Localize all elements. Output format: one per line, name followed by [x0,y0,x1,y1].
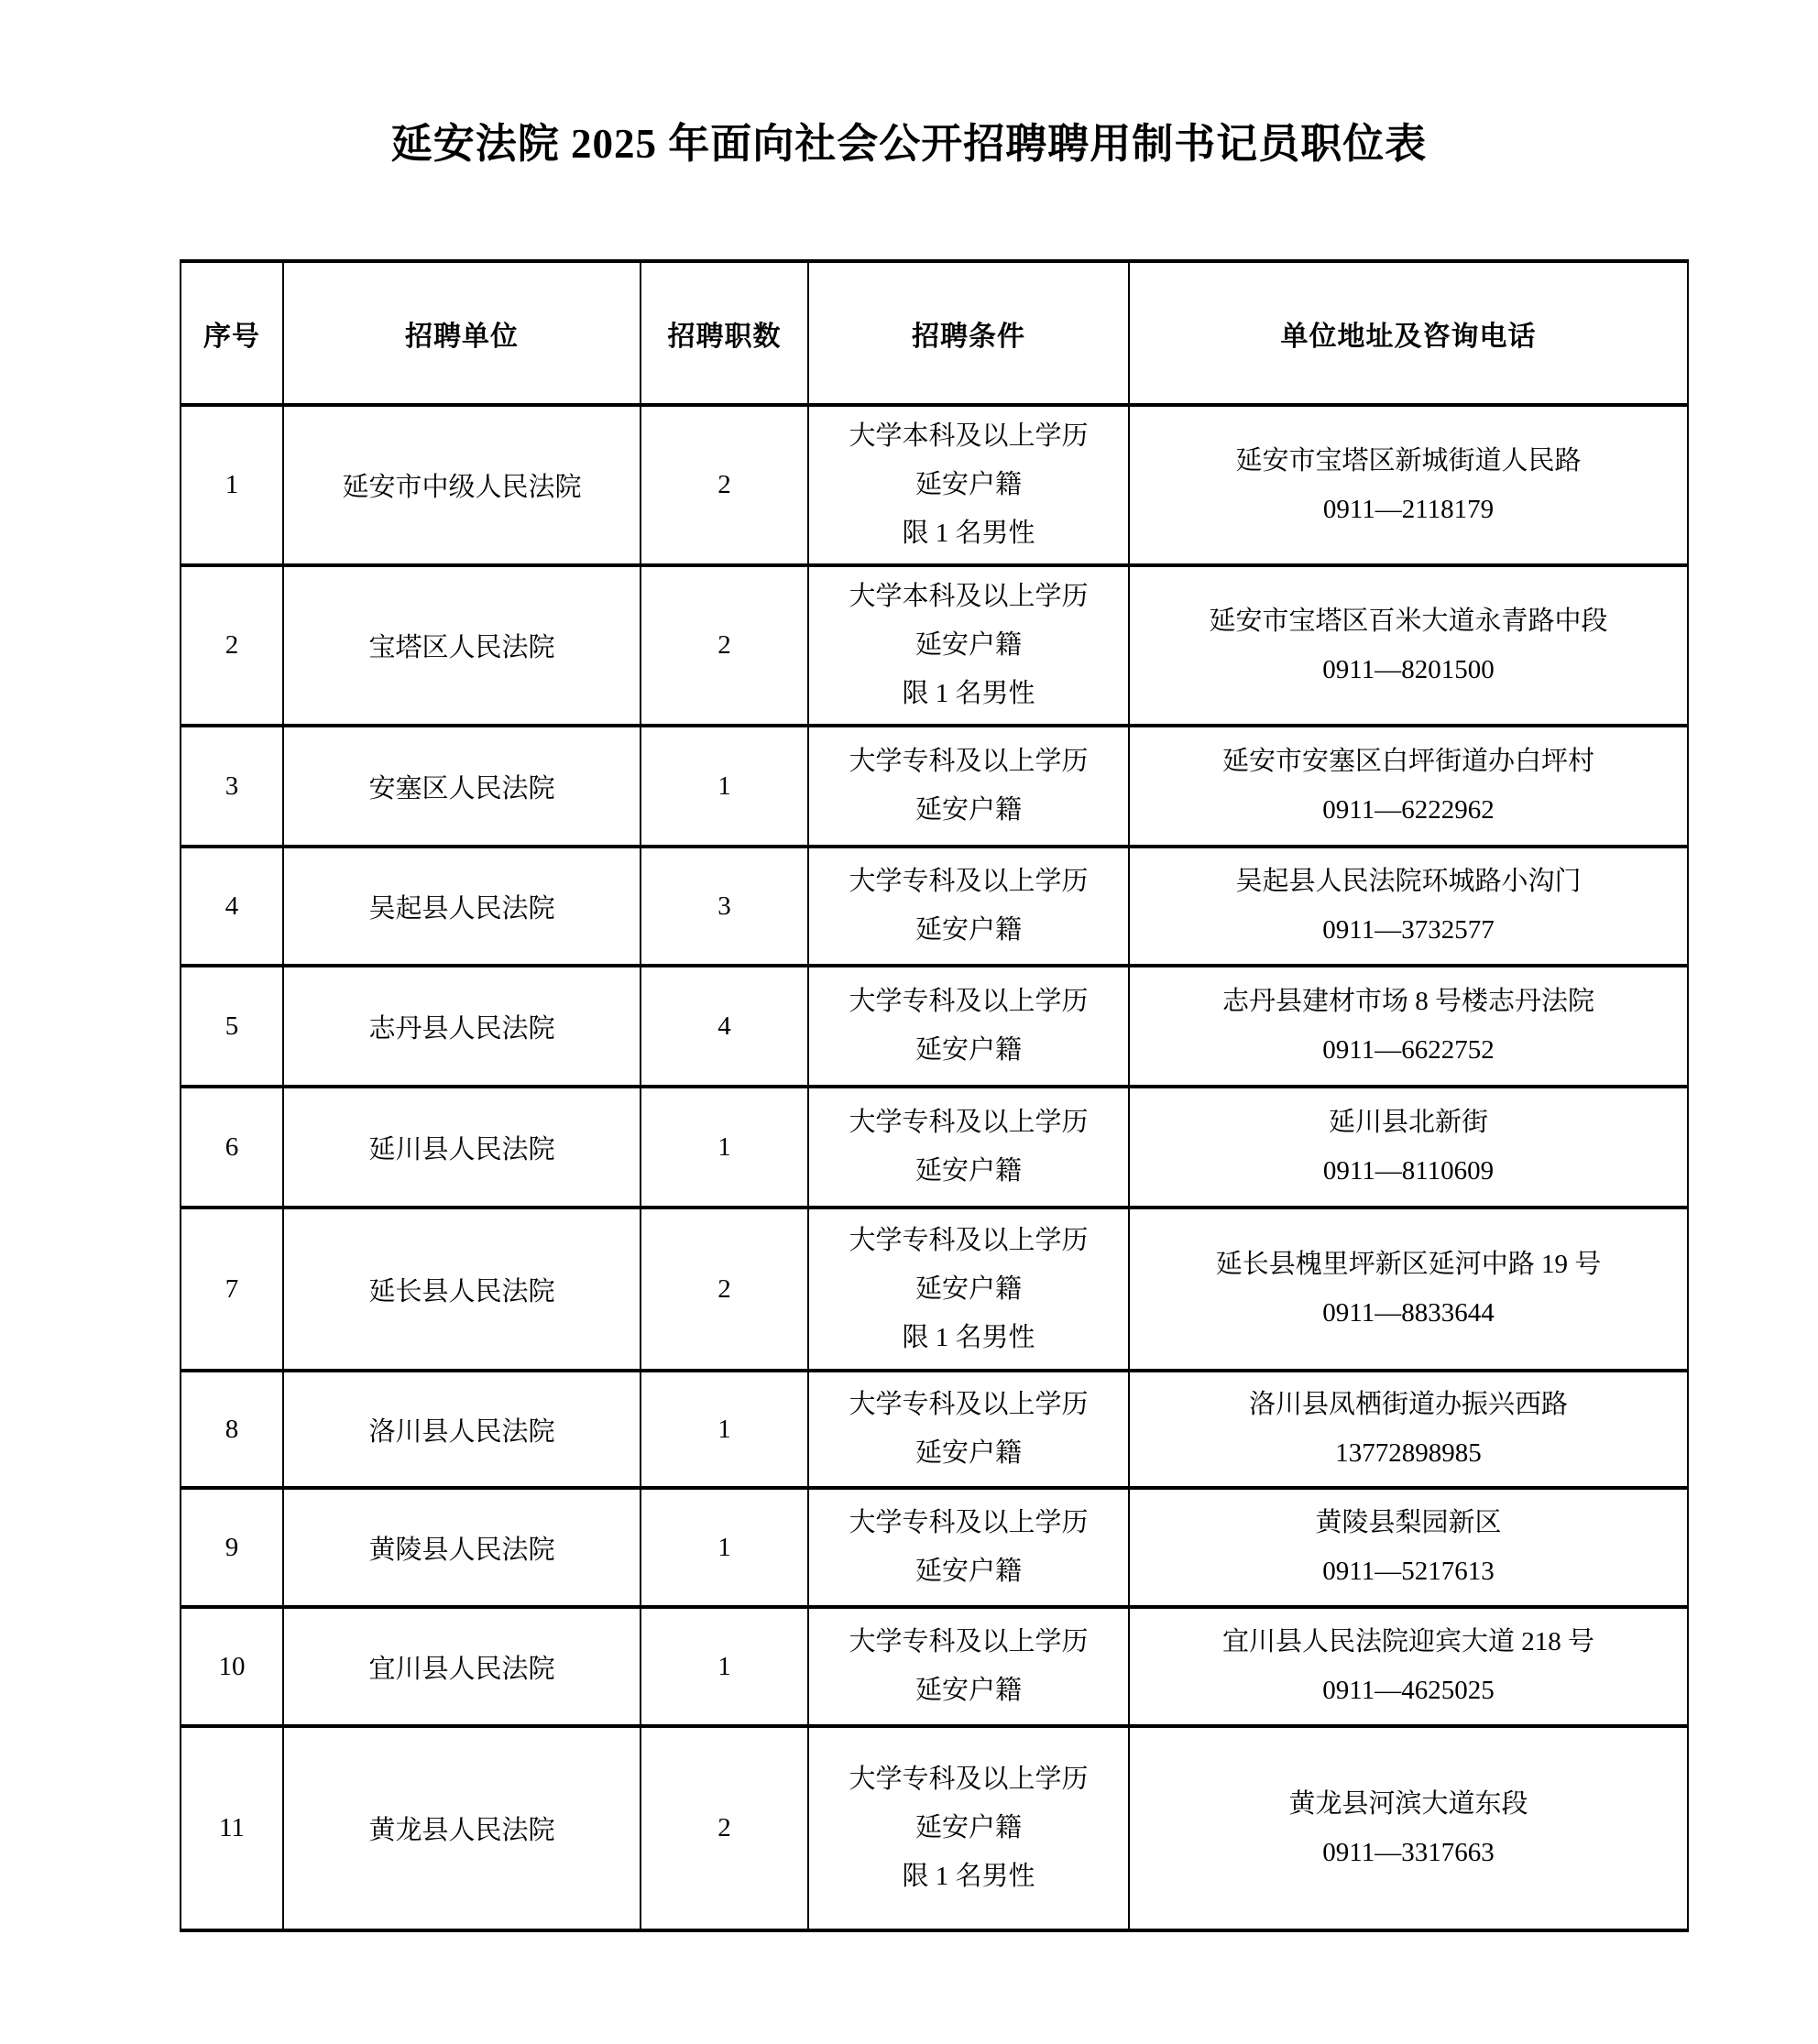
cell-unit: 延川县人民法院 [283,1087,641,1208]
cell-address-line: 延安市宝塔区新城街道人民路 [1235,445,1582,475]
cell-unit: 宝塔区人民法院 [283,565,641,726]
cell-address-line: 志丹县建材市场 8 号楼志丹法院 [1221,987,1594,1016]
cell-conditions [808,565,1129,726]
cell-unit: 黄龙县人民法院 [283,1726,641,1930]
cell-conditions-line: 限 1 名男性 [902,519,1035,548]
cell-conditions-line: 限 1 名男性 [902,1322,1035,1352]
cell-count: 4 [641,966,808,1087]
cell-conditions-line: 大学专科及以上学历 [849,1225,1089,1255]
table-body [181,405,1688,1930]
cell-count: 2 [641,1208,808,1371]
cell-conditions-line: 大学本科及以上学历 [849,421,1089,451]
cell-address [1129,1607,1688,1726]
table-row [181,1488,1688,1607]
table-row [181,966,1688,1087]
cell-conditions-line: 延安户籍 [914,1813,1022,1842]
cell-address-line: 0911—5217613 [1322,1557,1495,1586]
cell-conditions-line: 延安户籍 [914,470,1022,499]
header-row [181,261,1688,405]
table-row [181,1208,1688,1371]
cell-unit: 安塞区人民法院 [283,726,641,847]
cell-seq: 3 [181,726,283,847]
cell-address-line: 13772898985 [1335,1438,1482,1468]
cell-seq: 1 [181,405,283,565]
cell-conditions-line: 大学专科及以上学历 [849,747,1089,776]
cell-seq: 8 [181,1371,283,1488]
page-title: 延安法院 2025 年面向社会公开招聘聘用制书记员职位表 [390,121,1428,167]
table-row [181,1087,1688,1208]
cell-conditions [808,1488,1129,1607]
cell-conditions-line: 大学专科及以上学历 [849,1390,1089,1419]
cell-address-line: 0911—3732577 [1322,915,1495,945]
cell-seq: 7 [181,1208,283,1371]
cell-unit: 宜川县人民法院 [283,1607,641,1726]
cell-conditions-line: 大学专科及以上学历 [849,867,1089,896]
table-row [181,726,1688,847]
cell-conditions-line: 大学专科及以上学历 [849,987,1089,1016]
cell-count: 1 [641,1087,808,1208]
table-row [181,1726,1688,1930]
cell-address [1129,405,1688,565]
cell-conditions [808,405,1129,565]
table-row [181,1371,1688,1488]
cell-conditions [808,1208,1129,1371]
cell-conditions [808,966,1129,1087]
cell-address-line: 0911—4625025 [1322,1676,1495,1705]
cell-address-line: 0911—8201500 [1322,654,1495,684]
cell-conditions-line: 大学专科及以上学历 [849,1508,1089,1537]
cell-conditions-line: 延安户籍 [914,1676,1022,1705]
cell-address [1129,565,1688,726]
cell-address-line: 宜川县人民法院迎宾大道 218 号 [1221,1627,1594,1656]
column-header-count: 招聘职数 [641,261,808,405]
cell-address-line: 0911—8833644 [1322,1298,1495,1328]
cell-count: 1 [641,1371,808,1488]
column-header-address: 单位地址及咨询电话 [1129,261,1688,405]
column-header-seq: 序号 [181,261,283,405]
cell-conditions-line: 延安户籍 [914,630,1022,660]
cell-address-line: 吴起县人民法院环城路小沟门 [1235,867,1582,896]
cell-count: 1 [641,726,808,847]
cell-count: 2 [641,405,808,565]
cell-conditions-line: 延安户籍 [914,795,1022,825]
cell-address-line: 延安市宝塔区百米大道永青路中段 [1209,606,1608,636]
column-header-conditions: 招聘条件 [808,261,1129,405]
cell-conditions-line: 延安户籍 [914,1035,1022,1065]
table-row [181,405,1688,565]
cell-address [1129,1087,1688,1208]
cell-conditions-line: 延安户籍 [914,1557,1022,1586]
cell-seq: 5 [181,966,283,1087]
table-row [181,565,1688,726]
cell-count: 1 [641,1607,808,1726]
cell-address [1129,1371,1688,1488]
cell-count: 2 [641,1726,808,1930]
cell-address-line: 延长县槐里坪新区延河中路 19 号 [1215,1250,1602,1279]
cell-address [1129,966,1688,1087]
cell-seq: 9 [181,1488,283,1607]
cell-address-line: 0911—3317663 [1322,1837,1495,1867]
cell-seq: 11 [181,1726,283,1930]
cell-address [1129,847,1688,966]
cell-conditions-line: 延安户籍 [914,915,1022,945]
cell-address-line: 0911—8110609 [1322,1156,1495,1186]
cell-address-line: 黄龙县河滨大道东段 [1288,1788,1528,1819]
cell-address-line: 黄陵县梨园新区 [1315,1508,1502,1537]
cell-unit: 黄陵县人民法院 [283,1488,641,1607]
cell-address-line: 洛川县凤栖街道办振兴西路 [1248,1390,1568,1419]
table-header [181,261,1688,405]
cell-conditions [808,1726,1129,1930]
cell-address-line: 延川县北新街 [1328,1108,1488,1137]
cell-address [1129,1488,1688,1607]
cell-address-line: 0911—6222962 [1322,795,1495,825]
cell-count: 2 [641,565,808,726]
cell-address-line: 延安市安塞区白坪街道办白坪村 [1221,747,1594,776]
cell-address-line: 0911—6622752 [1322,1035,1495,1065]
cell-conditions-line: 限 1 名男性 [902,1862,1035,1891]
cell-conditions [808,847,1129,966]
cell-conditions-line: 大学专科及以上学历 [849,1627,1089,1656]
cell-conditions-line: 大学专科及以上学历 [849,1108,1089,1137]
cell-unit: 吴起县人民法院 [283,847,641,966]
cell-address [1129,1208,1688,1371]
cell-unit: 延长县人民法院 [283,1208,641,1371]
cell-conditions-line: 大学专科及以上学历 [849,1765,1089,1794]
cell-unit: 洛川县人民法院 [283,1371,641,1488]
cell-conditions-line: 限 1 名男性 [902,679,1035,708]
cell-unit: 延安市中级人民法院 [283,405,641,565]
cell-address [1129,726,1688,847]
cell-seq: 6 [181,1087,283,1208]
cell-seq: 2 [181,565,283,726]
cell-conditions [808,1371,1129,1488]
cell-seq: 10 [181,1607,283,1726]
cell-conditions-line: 延安户籍 [914,1156,1022,1186]
cell-conditions-line: 延安户籍 [914,1438,1022,1468]
cell-seq: 4 [181,847,283,966]
cell-address [1129,1726,1688,1930]
cell-conditions [808,1087,1129,1208]
cell-count: 3 [641,847,808,966]
cell-unit: 志丹县人民法院 [283,966,641,1087]
table-row [181,847,1688,966]
cell-count: 1 [641,1488,808,1607]
cell-conditions [808,1607,1129,1726]
cell-conditions [808,726,1129,847]
cell-conditions-line: 延安户籍 [914,1273,1022,1304]
cell-conditions-line: 大学本科及以上学历 [849,582,1089,611]
cell-address-line: 0911—2118179 [1322,494,1495,524]
recruitment-table [180,259,1689,1932]
table-row [181,1607,1688,1726]
column-header-unit: 招聘单位 [283,261,641,405]
